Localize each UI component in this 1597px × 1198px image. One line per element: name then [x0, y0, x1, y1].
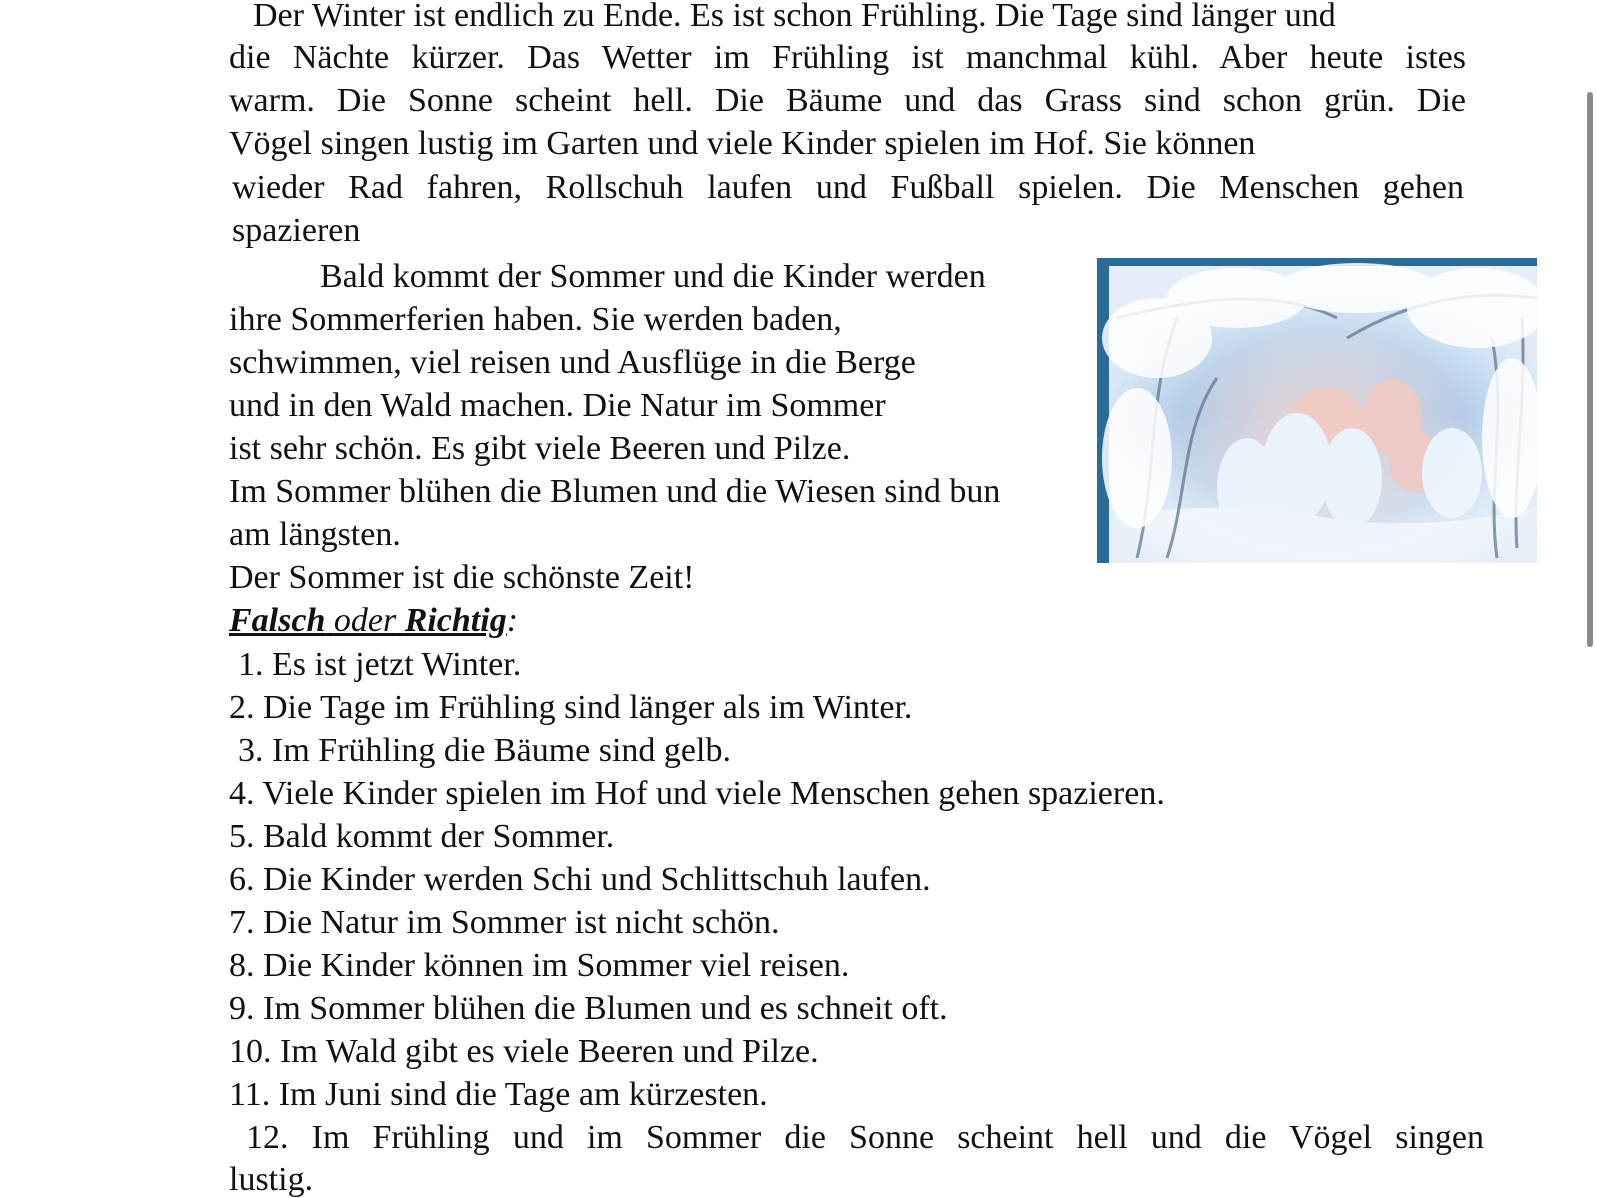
p2-line-8: Der Sommer ist die schönste Zeit!	[229, 559, 695, 596]
quiz-heading	[229, 601, 518, 641]
quiz-item-11: 11. Im Juni sind die Tage am kürzesten.	[229, 1076, 768, 1113]
heading-falsch: Falsch	[229, 602, 326, 639]
p2-line-7: am längsten.	[229, 516, 401, 553]
quiz-item-3: 3. Im Frühling die Bäume sind gelb.	[238, 732, 731, 769]
quiz-item-7: 7. Die Natur im Sommer ist nicht schön.	[229, 904, 780, 941]
quiz-item-2: 2. Die Tage im Frühling sind länger als im Winter.	[229, 689, 913, 726]
quiz-item-4: 4. Viele Kinder spielen im Hof und viele Menschen gehen spazieren.	[229, 775, 1165, 812]
quiz-item-8: 8. Die Kinder können im Sommer viel reisen.	[229, 947, 850, 984]
heading-colon: :	[506, 602, 519, 639]
p2-line-3: schwimmen, viel reisen und Ausflüge in die Berge	[229, 344, 916, 381]
quiz-item-5: 5. Bald kommt der Sommer.	[229, 818, 615, 855]
heading-oder-space-2	[396, 602, 405, 639]
quiz-item-9: 9. Im Sommer blühen die Blumen und es schneit oft.	[229, 990, 948, 1027]
heading-oder-space-1	[325, 602, 334, 639]
quiz-item-6: 6. Die Kinder werden Schi und Schlittschuh laufen.	[229, 861, 931, 898]
quiz-item-12-cont: lustig.	[229, 1161, 314, 1198]
p2-line-1: Bald kommt der Sommer und die Kinder werden	[320, 258, 986, 295]
quiz-item-10: 10. Im Wald gibt es viele Beeren und Pilze.	[229, 1033, 819, 1070]
p1-line-3: warm. Die Sonne scheint hell. Die Bäume und das Grass sind schon grün. Die	[229, 82, 1466, 119]
p2-line-4: und in den Wald machen. Die Natur im Sommer	[229, 387, 886, 424]
p1-line-6: spazieren	[232, 212, 361, 249]
p2-line-2: ihre Sommerferien haben. Sie werden baden,	[229, 301, 842, 338]
quiz-item-1: 1. Es ist jetzt Winter.	[238, 646, 522, 683]
p1-line-5: wieder Rad fahren, Rollschuh laufen und Fußball spielen. Die Menschen gehen	[232, 169, 1464, 206]
p2-line-5: ist sehr schön. Es gibt viele Beeren und Pilze.	[229, 430, 851, 467]
p2-line-6: Im Sommer blühen die Blumen und die Wiesen sind bun	[229, 473, 1001, 510]
p1-line-2: die Nächte kürzer. Das Wetter im Frühling ist manchmal kühl. Aber heute istes	[229, 39, 1466, 76]
p1-line-1: Der Winter ist endlich zu Ende. Es ist schon Frühling. Die Tage sind länger und	[253, 0, 1336, 34]
quiz-item-12: 12. Im Frühling und im Sommer die Sonne scheint hell und die Vögel singen	[246, 1119, 1484, 1156]
heading-richtig: Richtig	[404, 602, 507, 639]
winter-forest-photo	[1097, 258, 1537, 563]
p1-line-4: Vögel singen lustig im Garten und viele Kinder spielen im Hof. Sie können	[229, 125, 1256, 162]
heading-oder: oder	[333, 602, 397, 639]
vertical-scrollbar[interactable]	[1587, 92, 1593, 647]
